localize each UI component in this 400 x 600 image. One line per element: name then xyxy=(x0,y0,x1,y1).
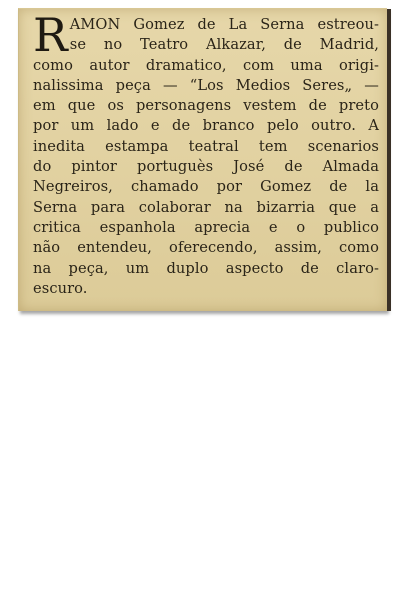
article-line-13: na peça, um duplo aspecto de claro- xyxy=(33,259,379,277)
article-line-4: nalissima peça — “Los Medios Seres„ — xyxy=(33,76,379,94)
article-line-10: Serna para colaborar na bizarria que a xyxy=(33,198,379,216)
article-line-8: do pintor portuguès José de Almada xyxy=(33,158,379,176)
article-line-1: AMON Gomez de La Serna estreou- xyxy=(69,16,379,33)
article-line-14: escuro. xyxy=(33,279,88,297)
article-line-6: por um lado e de branco pelo outro. A xyxy=(33,117,379,135)
article-line-7: inedita estampa teatral tem scenarios xyxy=(33,137,379,155)
article-line-5: em que os personagens vestem de preto xyxy=(33,97,379,115)
article-line-3: como autor dramatico, com uma origi- xyxy=(33,56,379,74)
article-line-11: critica espanhola aprecia e o publico xyxy=(33,218,379,236)
article-line-2: se no Teatro Alkazar, de Madrid, xyxy=(69,36,379,54)
article-line-9: Negreiros, chamado por Gomez de la xyxy=(33,178,379,196)
article-line-12: não entendeu, oferecendo, assim, como xyxy=(33,239,379,257)
drop-cap: R xyxy=(33,8,68,62)
newspaper-clipping xyxy=(18,8,387,311)
article-body xyxy=(33,8,379,299)
